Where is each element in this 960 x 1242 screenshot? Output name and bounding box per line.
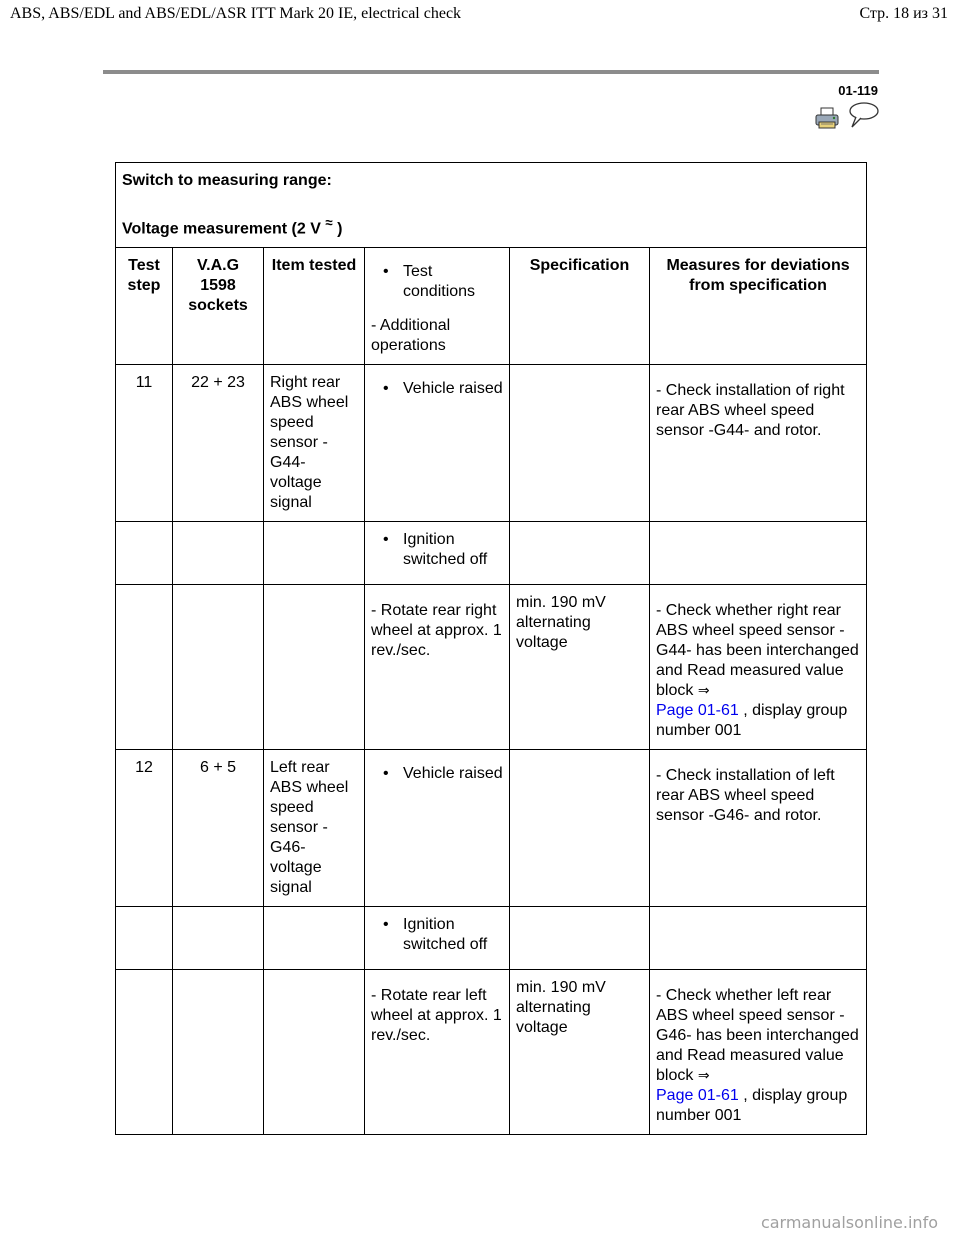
col-conditions xyxy=(365,248,510,365)
spec-cell: min. 190 mV alternating voltage xyxy=(510,585,650,750)
spec-cell xyxy=(510,750,650,907)
table-row xyxy=(116,750,867,907)
col-vag-sockets: V.A.G 1598 sockets xyxy=(173,248,264,365)
document-title: ABS, ABS/EDL and ABS/EDL/ASR ITT Mark 20 IE, electrical check xyxy=(10,5,462,22)
test-step-cell: 11 xyxy=(116,365,173,522)
condition-bullet: • Vehicle raised xyxy=(383,765,503,783)
alternating-symbol: ≈ xyxy=(325,215,333,230)
table-row xyxy=(116,522,867,585)
condition-cell xyxy=(365,750,510,907)
page-counter: Стр. 18 из 31 xyxy=(859,5,948,22)
col-measures: Measures for deviations from specification xyxy=(650,248,867,365)
header-rule xyxy=(103,70,879,74)
col-specification: Specification xyxy=(510,248,650,365)
measure-cell: - Check installation of right rear ABS wheel speed sensor -G44- and rotor. xyxy=(650,365,867,522)
arrow-icon: ⇒ xyxy=(697,683,710,700)
banner-voltage-label: Voltage measurement (2 V xyxy=(122,220,321,238)
operation-cell: - Rotate rear left wheel at approx. 1 rev./sec. xyxy=(365,970,510,1135)
page-header xyxy=(0,0,960,32)
banner-line-1: Switch to measuring range: xyxy=(122,172,332,189)
test-step-cell: 12 xyxy=(116,750,173,907)
spec-cell xyxy=(510,365,650,522)
arrow-icon: ⇒ xyxy=(697,1068,710,1085)
sockets-cell: 6 + 5 xyxy=(173,750,264,907)
col-test-step: Test step xyxy=(116,248,173,365)
measure-cell: - Check whether right rear ABS wheel speed sensor -G44- has been interchanged and Read measured value block ⇒ Page 01-61 , display group number 001 xyxy=(650,585,867,750)
measure-cell: - Check installation of left rear ABS wheel speed sensor -G46- and rotor. xyxy=(650,750,867,907)
measuring-range-banner xyxy=(116,163,867,248)
watermark: carmanualsonline.info xyxy=(760,1213,938,1232)
col-item-tested: Item tested xyxy=(264,248,365,365)
item-cell: Right rear ABS wheel speed sensor -G44- voltage signal xyxy=(264,365,365,522)
condition-bullet: • Vehicle raised xyxy=(383,380,503,398)
conditions-bullet: • Test conditions xyxy=(383,263,476,301)
banner-suffix: ) xyxy=(337,220,343,238)
document-code: 01-119 xyxy=(838,83,878,98)
condition-cell xyxy=(365,907,510,970)
sockets-cell: 22 + 23 xyxy=(173,365,264,522)
spec-cell: min. 190 mV alternating voltage xyxy=(510,970,650,1135)
condition-cell xyxy=(365,522,510,585)
condition-bullet: • Ignition switched off xyxy=(383,531,488,569)
banner-line-2 xyxy=(122,213,858,239)
measurement-table xyxy=(115,162,867,1135)
table-row xyxy=(116,585,867,750)
item-cell: Left rear ABS wheel speed sensor -G46- voltage signal xyxy=(264,750,365,907)
header-row xyxy=(116,248,867,365)
table-row xyxy=(116,970,867,1135)
page-link[interactable]: Page 01-61 xyxy=(656,702,739,720)
table-row xyxy=(116,365,867,522)
banner-row xyxy=(116,163,867,248)
page-link[interactable]: Page 01-61 xyxy=(656,1087,739,1105)
measure-cell: - Check whether left rear ABS wheel speed sensor -G46- has been interchanged and Read measured value block ⇒ Page 01-61 , display group number 001 xyxy=(650,970,867,1135)
condition-cell xyxy=(365,365,510,522)
table-row xyxy=(116,907,867,970)
condition-bullet: • Ignition switched off xyxy=(383,916,488,954)
printer-icon[interactable] xyxy=(815,107,839,129)
conditions-sub: - Additional operations xyxy=(371,317,451,355)
speech-bubble-icon[interactable] xyxy=(846,101,880,129)
operation-cell: - Rotate rear right wheel at approx. 1 rev./sec. xyxy=(365,585,510,750)
